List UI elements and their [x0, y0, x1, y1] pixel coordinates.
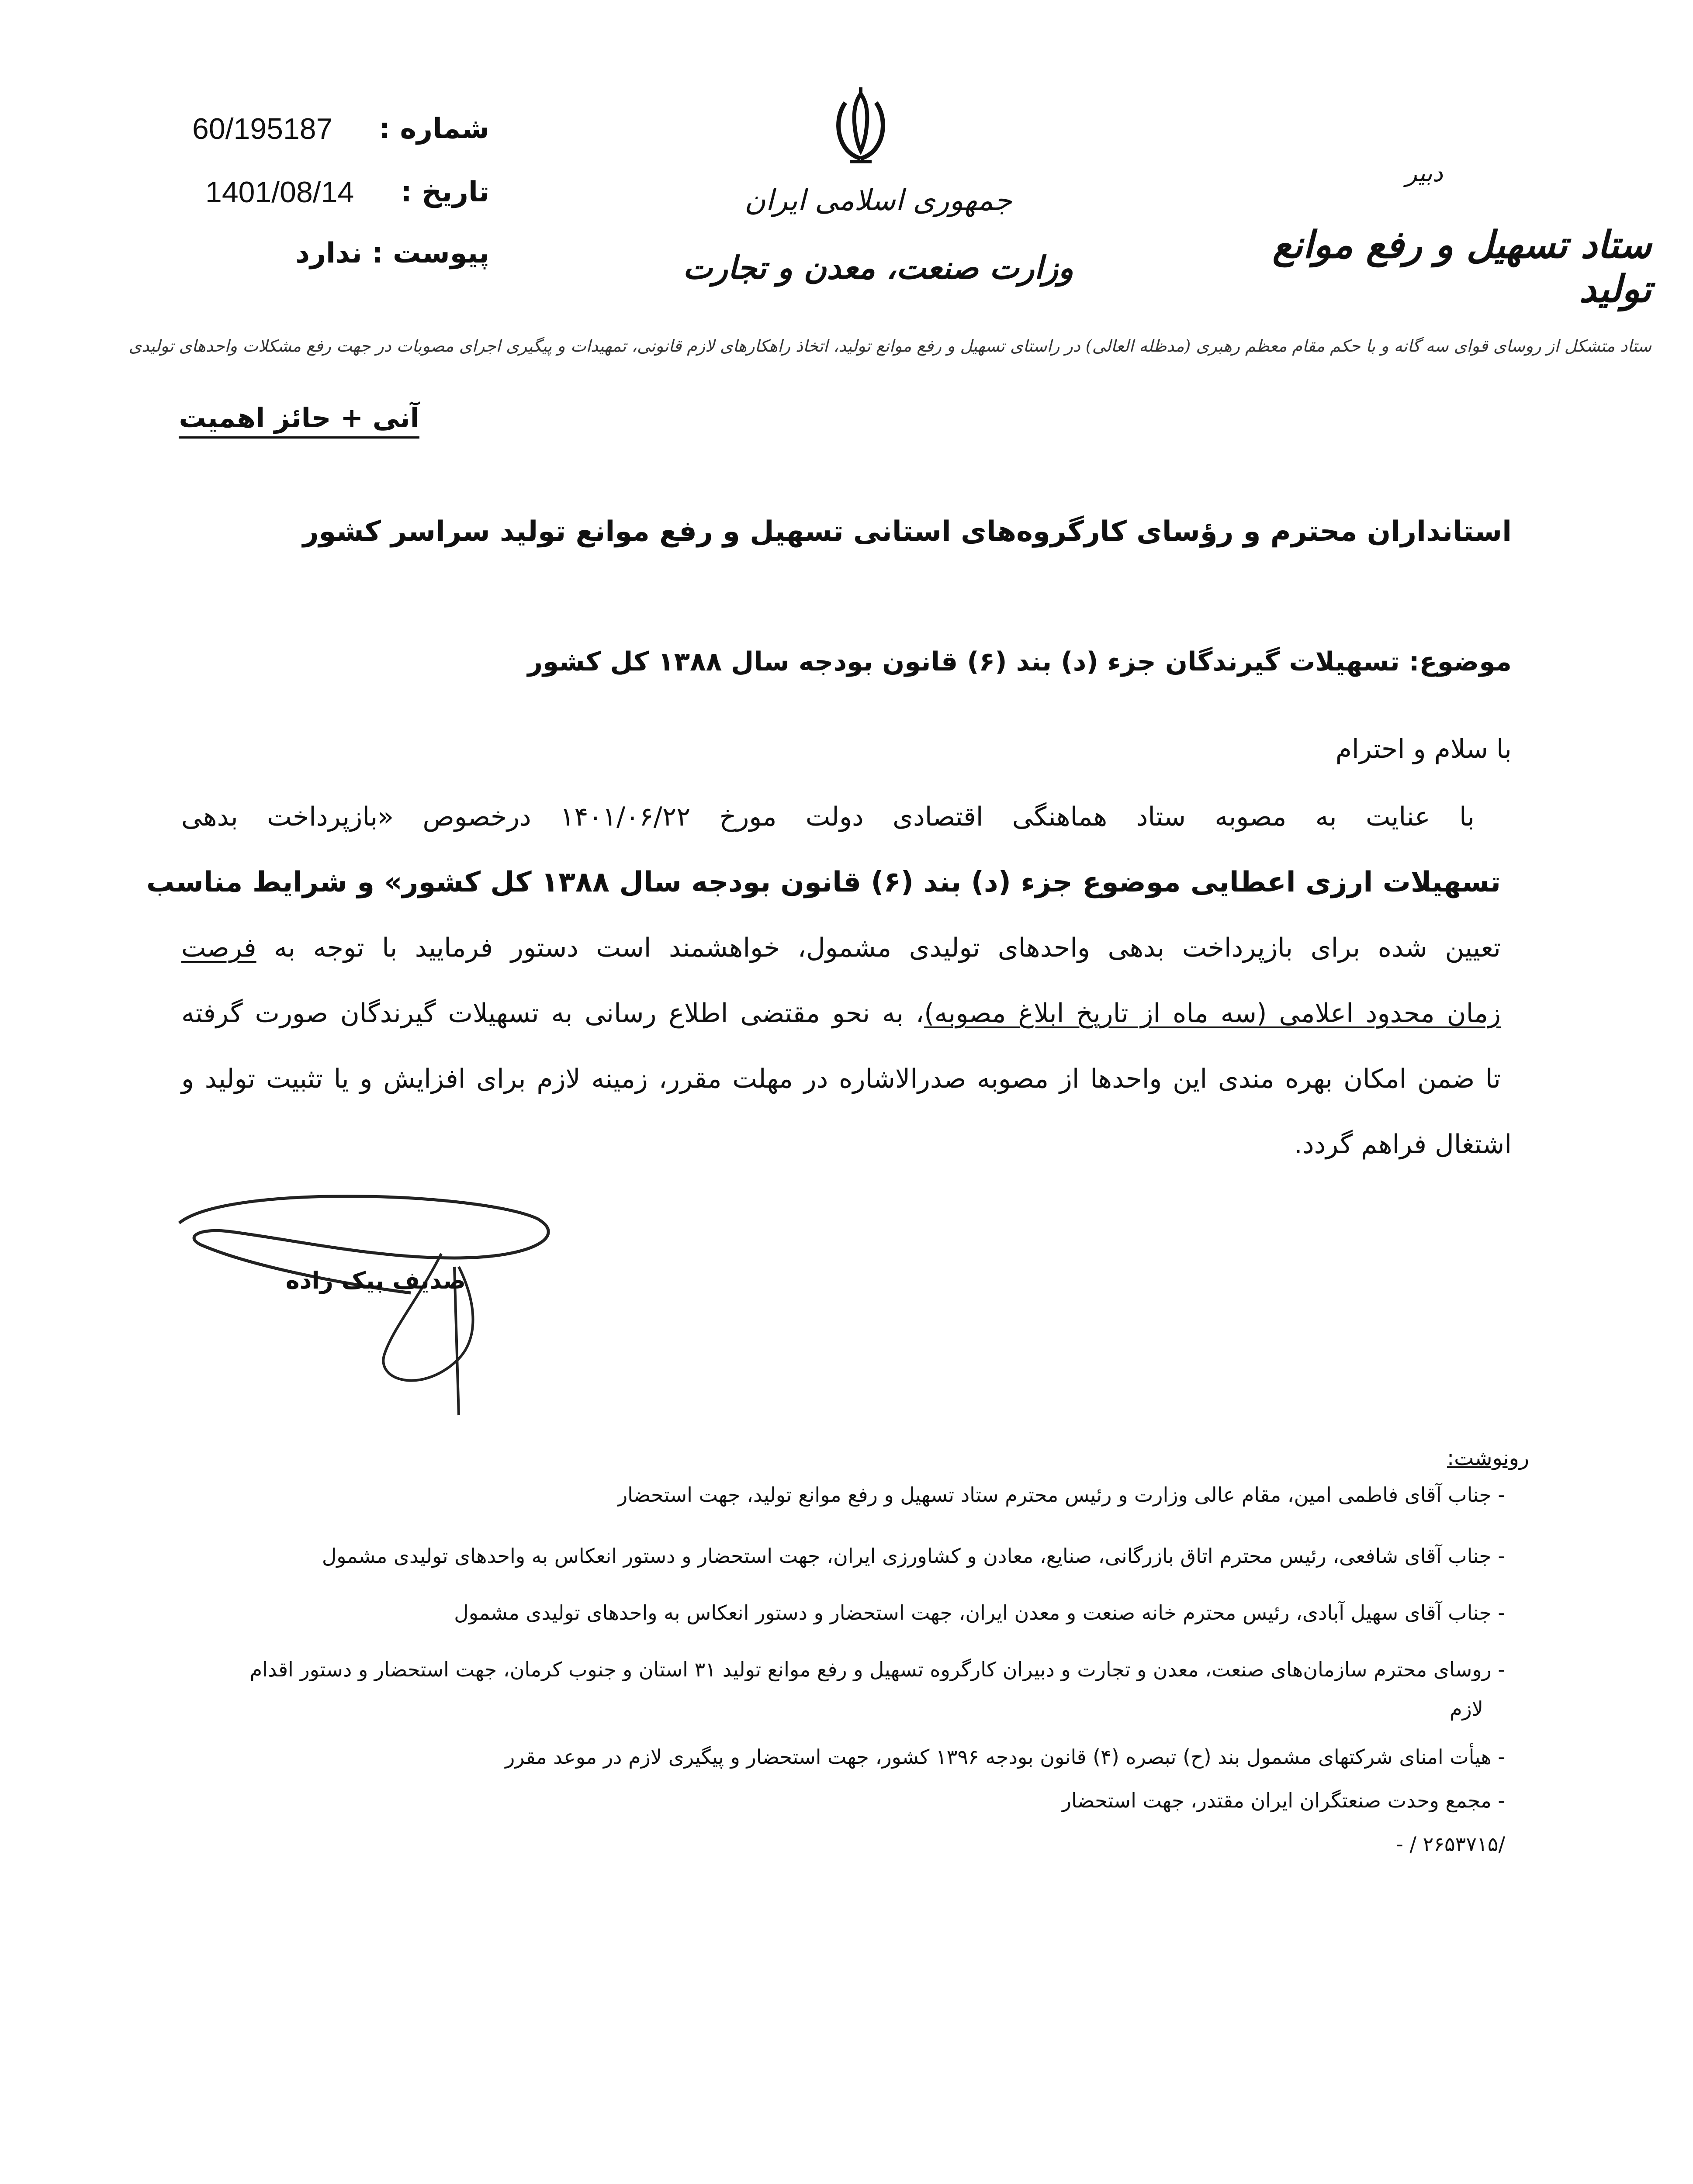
letter-number: [192, 109, 489, 149]
body-line-3-emphasis: فرصت: [181, 933, 256, 963]
body-line-5: تا ضمن امکان بهره مندی این واحدها از مصوبه صدرالاشاره در مهلت مقرر، زمینه لازم برای افزایش و یا تثبیت تولید و: [181, 1064, 1501, 1094]
body-line-2: تسهیلات ارزی اعطایی موضوع جزء (د) بند (۶) قانون بودجه سال ۱۳۸۸ کل کشور» و شرایط مناسب: [146, 866, 1501, 898]
iran-emblem: [828, 85, 893, 168]
greeting: با سلام و احترام: [1335, 734, 1512, 764]
date-label: تاریخ :: [401, 176, 489, 208]
body-line-1: با عنایت به مصوبه ستاد هماهنگی اقتصادی دولت مورخ ۱۴۰۱/۰۶/۲۲ درخصوص «بازپرداخت بدهی: [181, 802, 1475, 832]
cc-item-continuation: لازم: [1450, 1697, 1483, 1721]
letter-date: [192, 173, 489, 212]
cc-item: - جناب آقای سهیل آبادی، رئیس محترم خانه صنعت و معدن ایران، جهت استحضار و دستور انعکاس به واحدهای تولیدی مشمول: [454, 1601, 1505, 1624]
body-line-6: اشتغال فراهم گردد.: [1294, 1129, 1512, 1160]
cc-item: - مجمع وحدت صنعتگران ایران مقتدر، جهت استحضار: [1061, 1789, 1505, 1812]
signature-scribble: [175, 1188, 568, 1433]
body-line-4: [181, 996, 1501, 1031]
number-value: 60/195187: [192, 112, 333, 145]
attachment-label: پیوست : ندارد: [295, 237, 489, 270]
body-line-4-text: ، به نحو مقتضی اطلاع رسانی به تسهیلات گیرندگان صورت گرفته: [181, 998, 924, 1029]
number-label: شماره :: [379, 113, 489, 145]
body-line-3: [181, 930, 1501, 965]
cc-item: - هیأت امنای شرکتهای مشمول بند (ح) تبصره (۴) قانون بودجه ۱۳۹۶ کشور، جهت استحضار و پیگیری لازم در موعد مقرر: [505, 1745, 1505, 1769]
date-value: 1401/08/14: [205, 176, 354, 209]
subject: موضوع: تسهیلات گیرندگان جزء (د) بند (۶) قانون بودجه سال ۱۳۸۸ کل کشور: [527, 646, 1512, 677]
priority-text: آنی + حائز اهمیت: [179, 402, 419, 439]
cc-item: - جناب آقای شافعی، رئیس محترم اتاق بازرگانی، صنایع، معادن و کشاورزی ایران، جهت استحضار و دستور انعکاس به واحدهای تولیدی مشمول: [322, 1544, 1505, 1568]
cc-item: - روسای محترم سازمان‌های صنعت، معدن و تجارت و دبیران کارگروه تسهیل و رفع موانع تولید ۳۱ استان و جنوب کرمان، جهت استحضار و دستور اقدام: [249, 1658, 1505, 1681]
secretariat-name: ستاد تسهیل و رفع موانع تولید: [1272, 223, 1651, 311]
addressee: استانداران محترم و رؤسای کارگروه‌های استانی تسهیل و رفع موانع تولید سراسر کشور: [302, 515, 1512, 548]
cc-item: - / ۲۶۵۳۷۱۵/: [1396, 1832, 1505, 1856]
signatory-name: صدیف بیک زاده: [285, 1267, 466, 1294]
letter-attachment: [192, 234, 489, 273]
hq-description: ستاد متشکل از روسای قوای سه گانه و با حکم مقام معظم رهبری (مدظله العالی) در راستای تسهیل و رفع موانع تولید، اتخاذ راهکارهای لازم قانونی، تمهیدات و پیگیری اجرای مصوبات در جهت رفع مشکلات واحدهای تولیدی: [128, 336, 1651, 356]
body-line-3-text: تعیین شده برای بازپرداخت بدهی واحدهای تولیدی مشمول، خواهشمند است دستور فرمایید با توجه به: [274, 933, 1501, 963]
priority-label: [175, 402, 419, 434]
secretariat-small: دبیر: [1406, 159, 1443, 187]
ministry-name: وزارت صنعت، معدن و تجارت: [683, 249, 1073, 286]
cc-title: رونوشت:: [1447, 1446, 1529, 1470]
republic-name: جمهوری اسلامی ایران: [744, 183, 1012, 217]
cc-item: - جناب آقای فاطمی امین، مقام عالی وزارت و رئیس محترم ستاد تسهیل و رفع موانع تولید، جهت استحضار: [617, 1483, 1505, 1507]
body-line-4-emphasis: زمان محدود اعلامی (سه ماه از تاریخ ابلاغ مصوبه): [924, 998, 1501, 1029]
